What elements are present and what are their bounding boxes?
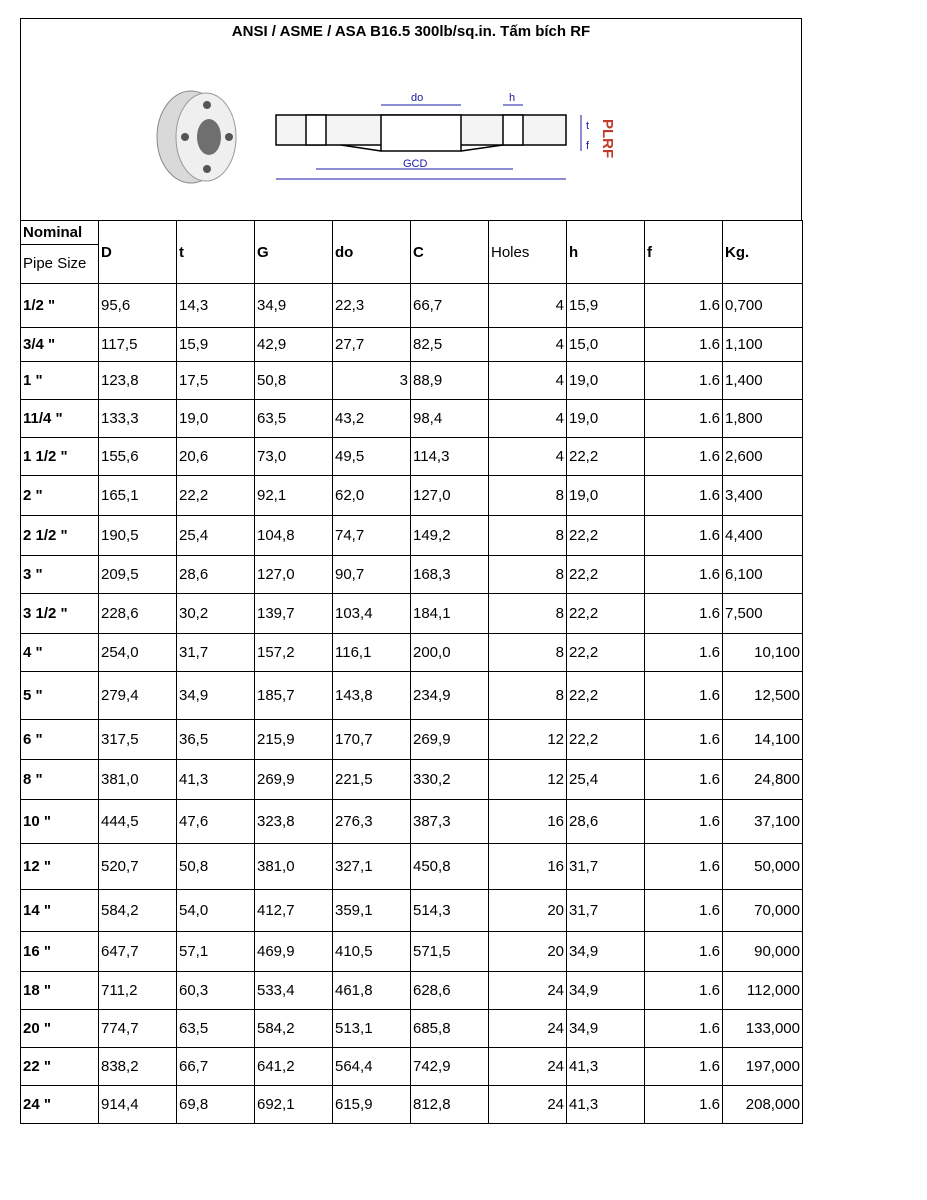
cell-h: 25,4	[567, 760, 645, 800]
cell-kg: 0,700	[723, 284, 803, 328]
dim-h-label: h	[509, 92, 516, 104]
cell-C: 98,4	[411, 400, 489, 438]
cell-t: 60,3	[177, 972, 255, 1010]
header-nominal	[21, 221, 99, 284]
table-row	[21, 400, 803, 438]
cell-C: 742,9	[411, 1048, 489, 1086]
cell-t: 50,8	[177, 844, 255, 890]
cell-do: 103,4	[333, 594, 411, 634]
cell-f: 1.6	[645, 844, 723, 890]
cell-f: 1.6	[645, 400, 723, 438]
cell-h: 31,7	[567, 844, 645, 890]
cell-h: 22,2	[567, 594, 645, 634]
cell-do: 3	[333, 362, 411, 400]
cell-t: 66,7	[177, 1048, 255, 1086]
table-row	[21, 438, 803, 476]
cell-D: 520,7	[99, 844, 177, 890]
cell-f: 1.6	[645, 634, 723, 672]
cell-do: 615,9	[333, 1086, 411, 1124]
cell-t: 30,2	[177, 594, 255, 634]
table-row	[21, 1048, 803, 1086]
table-row	[21, 672, 803, 720]
cell-t: 14,3	[177, 284, 255, 328]
table-body	[21, 284, 803, 1124]
cell-holes: 4	[489, 362, 567, 400]
cell-f: 1.6	[645, 476, 723, 516]
cell-size: 10 "	[21, 800, 99, 844]
cell-G: 127,0	[255, 556, 333, 594]
cell-t: 41,3	[177, 760, 255, 800]
cell-kg: 2,600	[723, 438, 803, 476]
cell-C: 269,9	[411, 720, 489, 760]
cell-holes: 8	[489, 516, 567, 556]
table-row	[21, 844, 803, 890]
cell-size: 8 "	[21, 760, 99, 800]
cell-t: 25,4	[177, 516, 255, 556]
flange-section	[276, 115, 566, 151]
cell-G: 50,8	[255, 362, 333, 400]
table-row	[21, 594, 803, 634]
cell-size: 1 "	[21, 362, 99, 400]
cell-holes: 24	[489, 1048, 567, 1086]
cell-do: 116,1	[333, 634, 411, 672]
cell-h: 28,6	[567, 800, 645, 844]
cell-f: 1.6	[645, 438, 723, 476]
cell-G: 269,9	[255, 760, 333, 800]
cell-holes: 12	[489, 720, 567, 760]
cell-kg: 14,100	[723, 720, 803, 760]
cell-size: 11/4 "	[21, 400, 99, 438]
cell-do: 327,1	[333, 844, 411, 890]
cell-holes: 4	[489, 284, 567, 328]
cell-C: 184,1	[411, 594, 489, 634]
cell-kg: 3,400	[723, 476, 803, 516]
header-holes: Holes	[489, 221, 567, 284]
cell-size: 3 "	[21, 556, 99, 594]
cell-G: 641,2	[255, 1048, 333, 1086]
cell-f: 1.6	[645, 972, 723, 1010]
cell-D: 317,5	[99, 720, 177, 760]
cell-D: 381,0	[99, 760, 177, 800]
cell-t: 31,7	[177, 634, 255, 672]
cell-G: 157,2	[255, 634, 333, 672]
cell-G: 92,1	[255, 476, 333, 516]
cell-size: 3/4 "	[21, 328, 99, 362]
cell-G: 185,7	[255, 672, 333, 720]
cell-do: 221,5	[333, 760, 411, 800]
table-row	[21, 634, 803, 672]
page-title: ANSI / ASME / ASA B16.5 300lb/sq.in. Tấm bích RF	[231, 23, 591, 40]
cell-holes: 4	[489, 400, 567, 438]
cell-C: 127,0	[411, 476, 489, 516]
cell-do: 27,7	[333, 328, 411, 362]
cell-holes: 16	[489, 800, 567, 844]
cell-D: 165,1	[99, 476, 177, 516]
cell-f: 1.6	[645, 672, 723, 720]
plrf-label: PLRF	[599, 119, 616, 159]
header-nominal-label: Nominal	[21, 222, 98, 245]
cell-f: 1.6	[645, 720, 723, 760]
cell-do: 90,7	[333, 556, 411, 594]
cell-D: 711,2	[99, 972, 177, 1010]
cell-kg: 37,100	[723, 800, 803, 844]
cell-kg: 4,400	[723, 516, 803, 556]
cell-kg: 208,000	[723, 1086, 803, 1124]
flange-drawing-icon	[111, 57, 631, 207]
cell-C: 168,3	[411, 556, 489, 594]
cell-h: 15,0	[567, 328, 645, 362]
cell-do: 49,5	[333, 438, 411, 476]
cell-G: 412,7	[255, 890, 333, 932]
cell-kg: 1,800	[723, 400, 803, 438]
cell-kg: 50,000	[723, 844, 803, 890]
cell-holes: 24	[489, 1010, 567, 1048]
cell-do: 170,7	[333, 720, 411, 760]
cell-h: 34,9	[567, 1010, 645, 1048]
table-row	[21, 932, 803, 972]
table-row	[21, 284, 803, 328]
cell-G: 469,9	[255, 932, 333, 972]
cell-C: 66,7	[411, 284, 489, 328]
cell-do: 74,7	[333, 516, 411, 556]
cell-kg: 6,100	[723, 556, 803, 594]
table-row	[21, 800, 803, 844]
cell-t: 19,0	[177, 400, 255, 438]
cell-size: 3 1/2 "	[21, 594, 99, 634]
table-row	[21, 1086, 803, 1124]
cell-t: 28,6	[177, 556, 255, 594]
cell-kg: 133,000	[723, 1010, 803, 1048]
cell-do: 461,8	[333, 972, 411, 1010]
cell-C: 88,9	[411, 362, 489, 400]
cell-size: 6 "	[21, 720, 99, 760]
cell-kg: 112,000	[723, 972, 803, 1010]
cell-kg: 10,100	[723, 634, 803, 672]
cell-f: 1.6	[645, 516, 723, 556]
cell-h: 34,9	[567, 932, 645, 972]
cell-do: 410,5	[333, 932, 411, 972]
cell-C: 514,3	[411, 890, 489, 932]
cell-kg: 197,000	[723, 1048, 803, 1086]
cell-holes: 8	[489, 672, 567, 720]
cell-G: 63,5	[255, 400, 333, 438]
cell-size: 1 1/2 "	[21, 438, 99, 476]
cell-size: 20 "	[21, 1010, 99, 1048]
cell-C: 330,2	[411, 760, 489, 800]
cell-C: 450,8	[411, 844, 489, 890]
cell-h: 15,9	[567, 284, 645, 328]
dim-t-label: t	[586, 120, 590, 132]
cell-t: 57,1	[177, 932, 255, 972]
cell-G: 584,2	[255, 1010, 333, 1048]
cell-holes: 24	[489, 1086, 567, 1124]
table-row	[21, 476, 803, 516]
cell-size: 22 "	[21, 1048, 99, 1086]
cell-G: 34,9	[255, 284, 333, 328]
cell-h: 22,2	[567, 720, 645, 760]
flange-dimension-table	[20, 220, 803, 1124]
cell-size: 14 "	[21, 890, 99, 932]
cell-D: 279,4	[99, 672, 177, 720]
table-header-row	[21, 221, 803, 284]
table-row	[21, 890, 803, 932]
table-row	[21, 362, 803, 400]
cell-h: 19,0	[567, 476, 645, 516]
cell-t: 63,5	[177, 1010, 255, 1048]
cell-kg: 1,100	[723, 328, 803, 362]
table-row	[21, 516, 803, 556]
cell-D: 838,2	[99, 1048, 177, 1086]
cell-C: 234,9	[411, 672, 489, 720]
cell-do: 359,1	[333, 890, 411, 932]
cell-size: 4 "	[21, 634, 99, 672]
spec-sheet	[20, 18, 802, 1124]
cell-h: 22,2	[567, 438, 645, 476]
cell-h: 22,2	[567, 556, 645, 594]
cell-G: 73,0	[255, 438, 333, 476]
cell-holes: 24	[489, 972, 567, 1010]
cell-f: 1.6	[645, 362, 723, 400]
cell-h: 19,0	[567, 400, 645, 438]
table-row	[21, 720, 803, 760]
cell-holes: 20	[489, 932, 567, 972]
table-row	[21, 972, 803, 1010]
header-D: D	[99, 221, 177, 284]
cell-C: 114,3	[411, 438, 489, 476]
cell-G: 215,9	[255, 720, 333, 760]
cell-D: 254,0	[99, 634, 177, 672]
table-row	[21, 556, 803, 594]
header-t: t	[177, 221, 255, 284]
cell-D: 123,8	[99, 362, 177, 400]
cell-h: 41,3	[567, 1086, 645, 1124]
flange-photo	[157, 91, 236, 183]
dim-f-label: f	[586, 140, 590, 152]
cell-h: 19,0	[567, 362, 645, 400]
cell-f: 1.6	[645, 1010, 723, 1048]
cell-size: 5 "	[21, 672, 99, 720]
cell-do: 143,8	[333, 672, 411, 720]
cell-do: 22,3	[333, 284, 411, 328]
cell-h: 31,7	[567, 890, 645, 932]
cell-D: 647,7	[99, 932, 177, 972]
header-f: f	[645, 221, 723, 284]
dim-gcd-label: GCD	[403, 158, 428, 170]
cell-holes: 12	[489, 760, 567, 800]
cell-C: 685,8	[411, 1010, 489, 1048]
cell-C: 571,5	[411, 932, 489, 972]
cell-C: 82,5	[411, 328, 489, 362]
cell-holes: 8	[489, 556, 567, 594]
cell-t: 15,9	[177, 328, 255, 362]
cell-size: 2 "	[21, 476, 99, 516]
table-row	[21, 328, 803, 362]
cell-f: 1.6	[645, 800, 723, 844]
header-G: G	[255, 221, 333, 284]
cell-kg: 90,000	[723, 932, 803, 972]
cell-G: 104,8	[255, 516, 333, 556]
cell-D: 228,6	[99, 594, 177, 634]
cell-t: 47,6	[177, 800, 255, 844]
cell-D: 133,3	[99, 400, 177, 438]
cell-holes: 4	[489, 328, 567, 362]
cell-C: 149,2	[411, 516, 489, 556]
cell-D: 444,5	[99, 800, 177, 844]
table-row	[21, 1010, 803, 1048]
header-h: h	[567, 221, 645, 284]
cell-D: 584,2	[99, 890, 177, 932]
cell-G: 381,0	[255, 844, 333, 890]
cell-size: 2 1/2 "	[21, 516, 99, 556]
header-C: C	[411, 221, 489, 284]
cell-h: 34,9	[567, 972, 645, 1010]
cell-holes: 8	[489, 594, 567, 634]
cell-D: 209,5	[99, 556, 177, 594]
cell-f: 1.6	[645, 760, 723, 800]
cell-f: 1.6	[645, 284, 723, 328]
cell-kg: 24,800	[723, 760, 803, 800]
cell-do: 62,0	[333, 476, 411, 516]
cell-D: 95,6	[99, 284, 177, 328]
cell-size: 16 "	[21, 932, 99, 972]
header-pipe-size-label: Pipe Size	[23, 254, 87, 272]
cell-do: 513,1	[333, 1010, 411, 1048]
cell-f: 1.6	[645, 594, 723, 634]
cell-h: 22,2	[567, 672, 645, 720]
cell-holes: 16	[489, 844, 567, 890]
cell-f: 1.6	[645, 890, 723, 932]
cell-t: 69,8	[177, 1086, 255, 1124]
cell-G: 42,9	[255, 328, 333, 362]
header-do: do	[333, 221, 411, 284]
cell-size: 24 "	[21, 1086, 99, 1124]
cell-holes: 8	[489, 634, 567, 672]
cell-h: 22,2	[567, 634, 645, 672]
cell-holes: 4	[489, 438, 567, 476]
cell-f: 1.6	[645, 932, 723, 972]
cell-size: 1/2 "	[21, 284, 99, 328]
cell-holes: 20	[489, 890, 567, 932]
cell-f: 1.6	[645, 556, 723, 594]
cell-h: 22,2	[567, 516, 645, 556]
cell-kg: 70,000	[723, 890, 803, 932]
cell-D: 155,6	[99, 438, 177, 476]
cell-f: 1.6	[645, 1048, 723, 1086]
cell-D: 914,4	[99, 1086, 177, 1124]
cell-t: 20,6	[177, 438, 255, 476]
cell-G: 323,8	[255, 800, 333, 844]
cell-D: 117,5	[99, 328, 177, 362]
dim-do-label: do	[411, 92, 424, 104]
cell-G: 139,7	[255, 594, 333, 634]
cell-size: 18 "	[21, 972, 99, 1010]
cell-t: 34,9	[177, 672, 255, 720]
cell-D: 774,7	[99, 1010, 177, 1048]
cell-do: 276,3	[333, 800, 411, 844]
cell-C: 812,8	[411, 1086, 489, 1124]
cell-C: 387,3	[411, 800, 489, 844]
cell-kg: 12,500	[723, 672, 803, 720]
cell-kg: 7,500	[723, 594, 803, 634]
cell-f: 1.6	[645, 1086, 723, 1124]
header-kg: Kg.	[723, 221, 803, 284]
cell-G: 692,1	[255, 1086, 333, 1124]
cell-holes: 8	[489, 476, 567, 516]
cell-f: 1.6	[645, 328, 723, 362]
cell-kg: 1,400	[723, 362, 803, 400]
cell-t: 17,5	[177, 362, 255, 400]
cell-h: 41,3	[567, 1048, 645, 1086]
cell-C: 628,6	[411, 972, 489, 1010]
table-row	[21, 760, 803, 800]
cell-t: 36,5	[177, 720, 255, 760]
cell-size: 12 "	[21, 844, 99, 890]
cell-D: 190,5	[99, 516, 177, 556]
title-box	[20, 18, 802, 220]
cell-do: 564,4	[333, 1048, 411, 1086]
cell-t: 22,2	[177, 476, 255, 516]
cell-t: 54,0	[177, 890, 255, 932]
cell-C: 200,0	[411, 634, 489, 672]
cell-G: 533,4	[255, 972, 333, 1010]
cell-do: 43,2	[333, 400, 411, 438]
